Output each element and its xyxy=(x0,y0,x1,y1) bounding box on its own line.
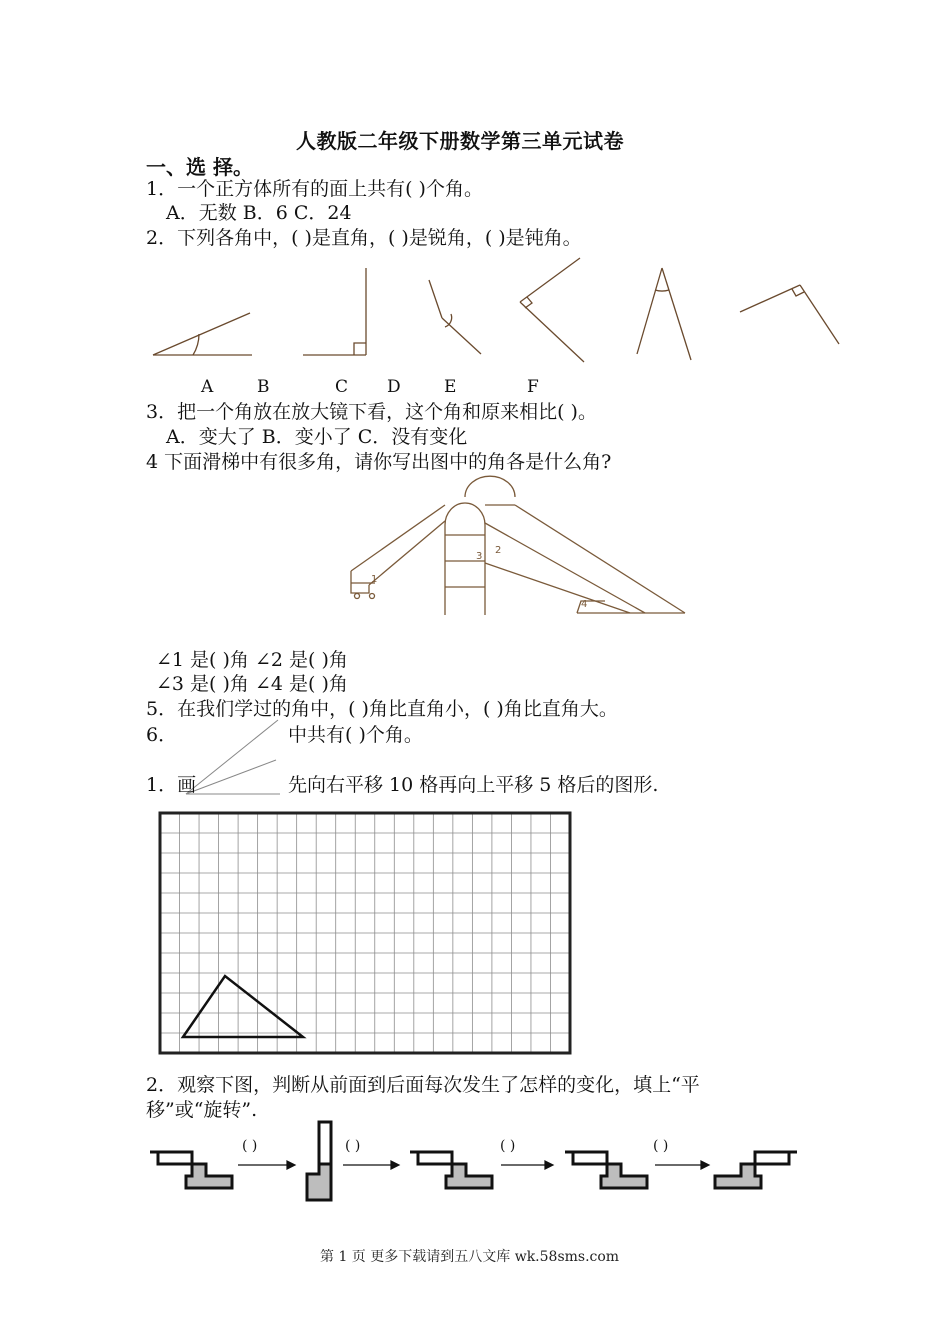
page-footer: 第 1 页 更多下载请到五八文库 wk.58sms.com xyxy=(320,1249,620,1265)
angle-d-ray xyxy=(520,258,580,302)
shapes-sequence xyxy=(145,1120,805,1210)
angle-label-a: A xyxy=(201,377,214,397)
question-1: 1．一个正方体所有的面上共有( )个角。 xyxy=(146,178,483,200)
angle-a-ray xyxy=(153,313,250,355)
angle-e-ray xyxy=(637,268,662,354)
question-3-options: A．变大了 B．变小了 C．没有变化 xyxy=(166,426,468,448)
question-6-label: 6． xyxy=(146,724,178,746)
question-3: 3．把一个角放在放大镜下看，这个角和原来相比( )。 xyxy=(146,401,597,423)
angle-c-ray xyxy=(429,280,442,318)
drawing-task-1: 先向右平移 10 格再向上平移 5 格后的图形. xyxy=(288,774,659,796)
question-4: 4 下面滑梯中有很多角，请你写出图中的角各是什么角? xyxy=(146,451,612,473)
blank-4: ( ) xyxy=(653,1138,669,1154)
angle-f-ray xyxy=(800,285,839,344)
section-heading-choice: 一、选 择。 xyxy=(146,155,253,179)
angle-d-mark xyxy=(525,297,532,308)
angle-label-b: B xyxy=(257,377,270,397)
angle-b-mark xyxy=(354,343,366,355)
slide-angle-4: 4 xyxy=(581,599,588,610)
angles-figure xyxy=(140,250,840,370)
blank-2: ( ) xyxy=(345,1138,361,1154)
angle-e-arc xyxy=(655,290,669,291)
slide-angle-1: 1 xyxy=(371,574,378,585)
angle-label-f: F xyxy=(527,377,539,397)
grid-triangle xyxy=(183,976,303,1037)
angle-c-ray xyxy=(442,318,481,354)
angle-e-ray xyxy=(662,268,691,360)
angle-f-mark xyxy=(792,289,804,296)
drawing-task-1-label: 1．画 xyxy=(146,774,197,796)
grid-figure xyxy=(155,808,575,1058)
angle-label-d: D xyxy=(387,377,401,397)
angle-c-arc xyxy=(445,314,452,327)
page-title: 人教版二年级下册数学第三单元试卷 xyxy=(296,129,624,153)
slide-angle-3: 3 xyxy=(476,551,483,562)
question-5: 5．在我们学过的角中，( )角比直角小，( )角比直角大。 xyxy=(146,698,618,720)
blank-1: ( ) xyxy=(242,1138,258,1154)
angle-label-e: E xyxy=(444,377,457,397)
angle-f-ray xyxy=(740,285,800,312)
question-4-answers-row1: ∠1 是( )角 ∠2 是( )角 xyxy=(156,649,348,671)
question-1-options: A．无数 B．6 C．24 xyxy=(166,202,352,224)
slide-angle-2: 2 xyxy=(495,545,502,556)
angle-label-c: C xyxy=(335,377,349,397)
slide-figure xyxy=(345,475,695,625)
question-4-answers-row2: ∠3 是( )角 ∠4 是( )角 xyxy=(156,673,348,695)
question-2: 2．下列各角中，( )是直角，( )是锐角，( )是钝角。 xyxy=(146,227,582,249)
angle-d-ray xyxy=(520,302,584,362)
blank-3: ( ) xyxy=(500,1138,516,1154)
drawing-task-2-line1: 2．观察下图，判断从前面到后面每次发生了怎样的变化，填上“平 xyxy=(146,1074,700,1096)
drawing-task-2-line2: 移”或“旋转”. xyxy=(146,1099,258,1121)
question-6: 中共有( )个角。 xyxy=(288,724,423,746)
rays-figure xyxy=(180,720,290,800)
